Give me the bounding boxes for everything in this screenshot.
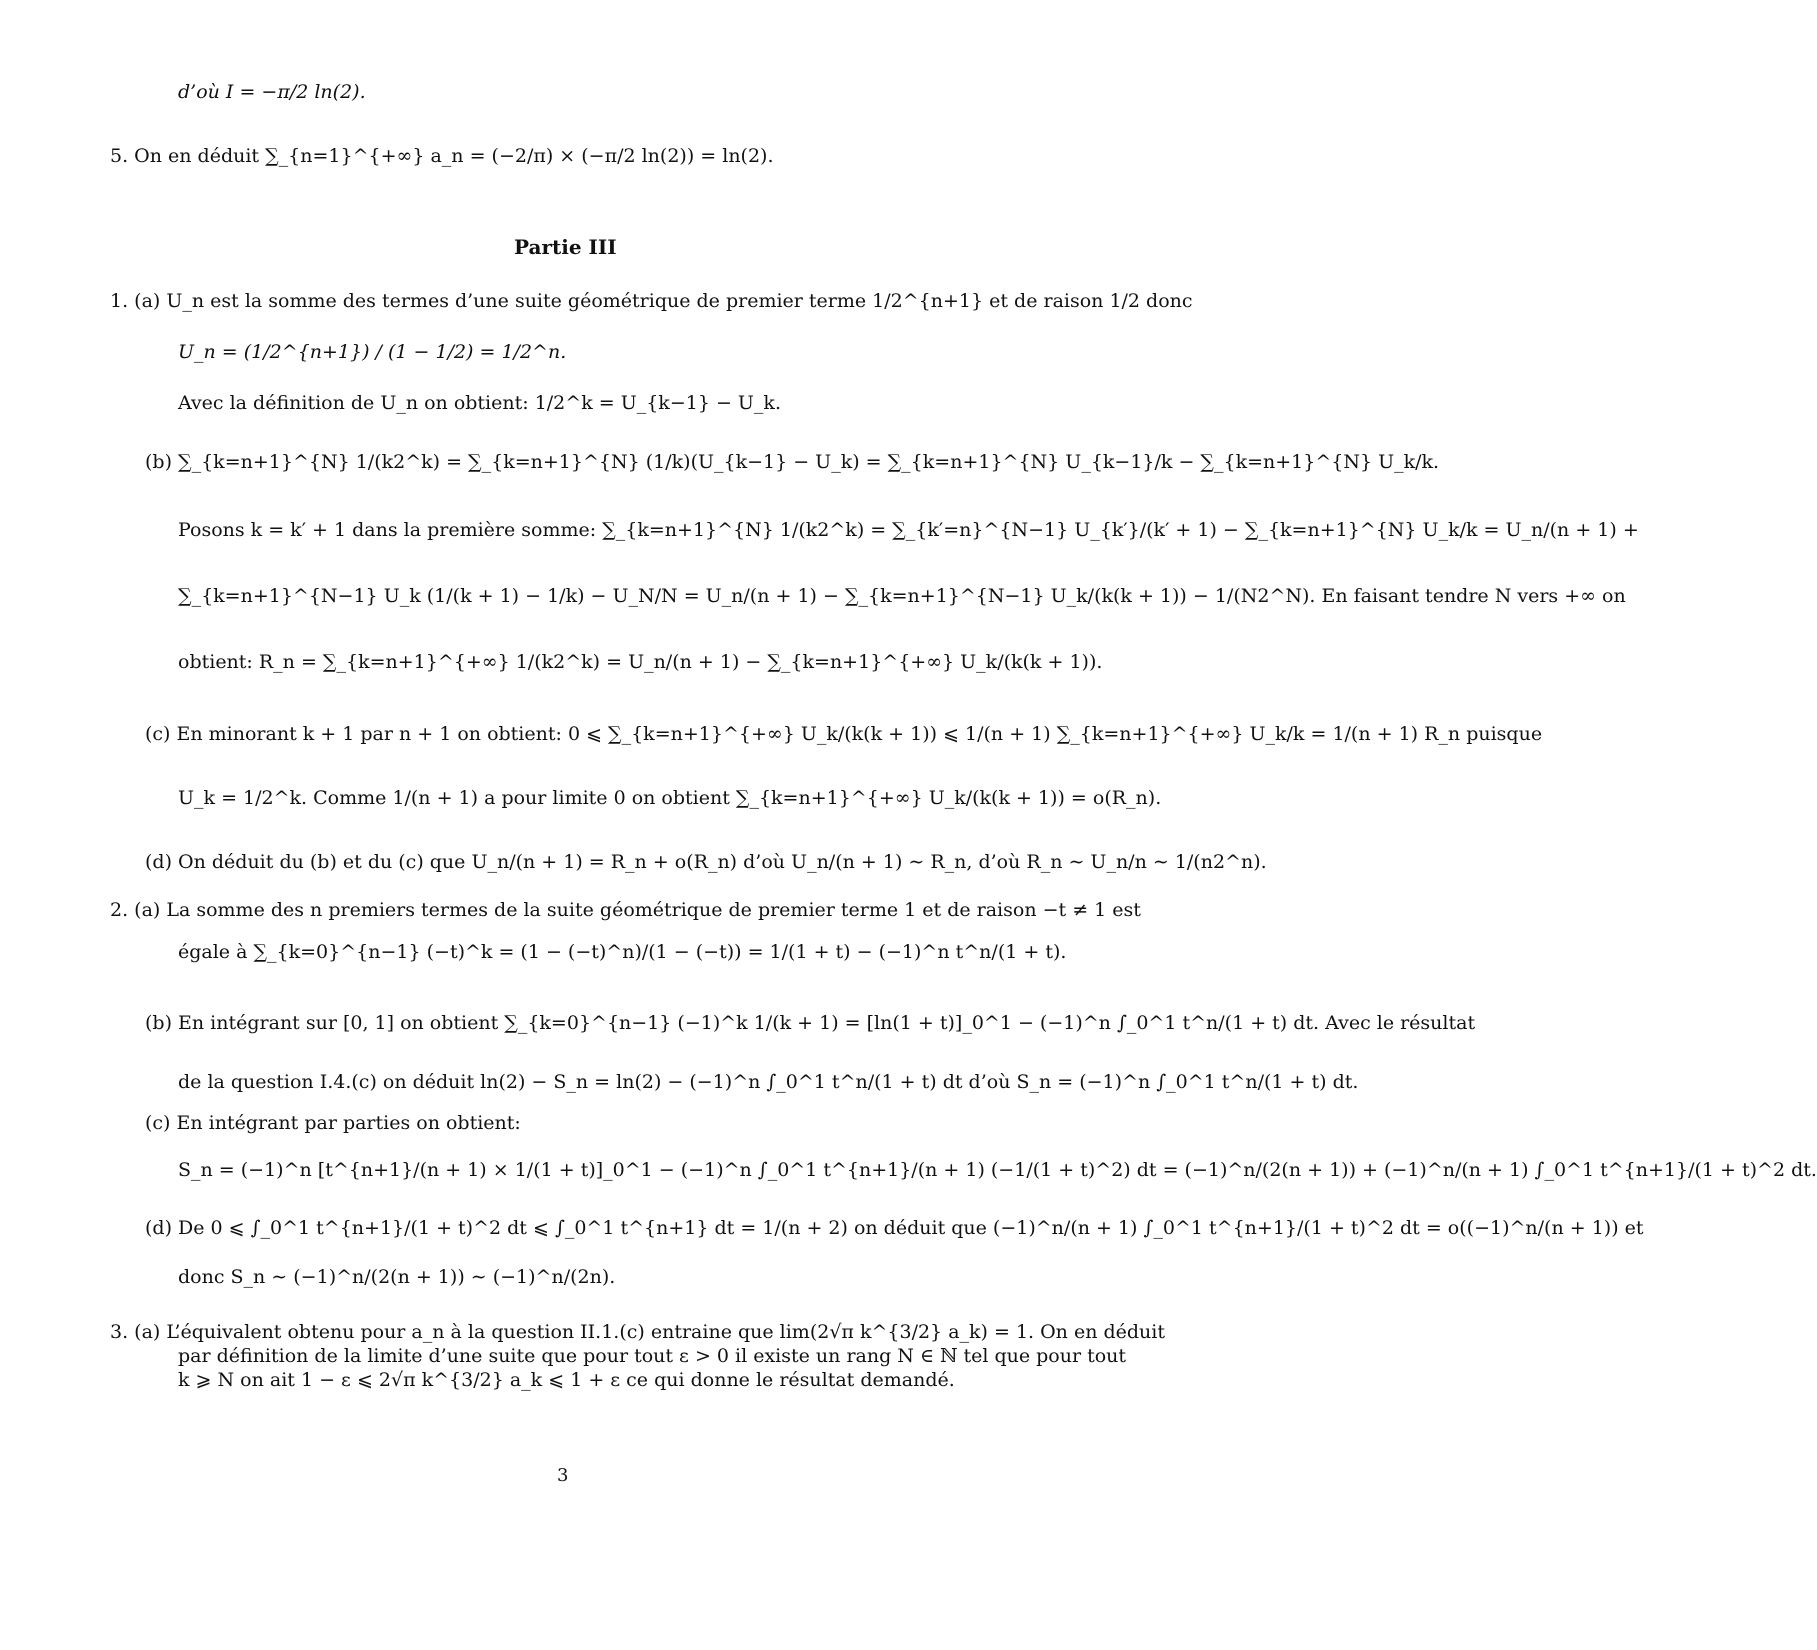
text-line: ∑_{k=n+1}^{N−1} U_k (1/(k + 1) − 1/k) − U_N/N = U_n/(n + 1) − ∑_{k=n+1}^{N−1} U_k/(k(k + 1)) − 1/(N2^N). En faisant tendre N vers +∞ on <box>178 585 1626 607</box>
text-line: de la question I.4.(c) on déduit ln(2) − S_n = ln(2) − (−1)^n ∫_0^1 t^n/(1 + t) dt d’où S_n = (−1)^n ∫_0^1 t^n/(1 + t) dt. <box>178 1071 1359 1093</box>
text-line: (d) On déduit du (b) et du (c) que U_n/(n + 1) = R_n + o(R_n) d’où U_n/(n + 1) ∼ R_n, d’où R_n ∼ U_n/n ∼ 1/(n2^n). <box>145 851 1267 873</box>
text-line: obtient: R_n = ∑_{k=n+1}^{+∞} 1/(k2^k) = U_n/(n + 1) − ∑_{k=n+1}^{+∞} U_k/(k(k + 1)). <box>178 651 1103 673</box>
text-line: Posons k = k′ + 1 dans la première somme: ∑_{k=n+1}^{N} 1/(k2^k) = ∑_{k′=n}^{N−1} U_{k′}/(k′ + 1) − ∑_{k=n+1}^{N} U_k/k = U_n/(n + 1) + <box>178 519 1639 541</box>
section-title: Partie III <box>514 235 617 259</box>
text-line: 3. (a) L’équivalent obtenu pour a_n à la question II.1.(c) entraine que lim(2√π k^{3/2} a_k) = 1. On en déduit <box>110 1321 1166 1343</box>
text-line: (c) En minorant k + 1 par n + 1 on obtient: 0 ⩽ ∑_{k=n+1}^{+∞} U_k/(k(k + 1)) ⩽ 1/(n + 1) ∑_{k=n+1}^{+∞} U_k/k = 1/(n + 1) R_n puisque <box>145 723 1543 745</box>
text-line: par définition de la limite d’une suite que pour tout ε > 0 il existe un rang N ∈ ℕ tel que pour tout <box>178 1345 1127 1367</box>
text-line: 1. (a) U_n est la somme des termes d’une suite géométrique de premier terme 1/2^{n+1} et de raison 1/2 donc <box>110 290 1193 312</box>
text-line: k ⩾ N on ait 1 − ε ⩽ 2√π k^{3/2} a_k ⩽ 1 + ε ce qui donne le résultat demandé. <box>178 1369 955 1391</box>
text-line: (d) De 0 ⩽ ∫_0^1 t^{n+1}/(1 + t)^2 dt ⩽ ∫_0^1 t^{n+1} dt = 1/(n + 2) on déduit que (−1)^n/(n + 1) ∫_0^1 t^{n+1}/(1 + t)^2 dt = o((−1)^n/(n + 1)) et <box>145 1217 1644 1239</box>
page-number: 3 <box>557 1465 569 1486</box>
text-line: égale à ∑_{k=0}^{n−1} (−t)^k = (1 − (−t)^n)/(1 − (−t)) = 1/(1 + t) − (−1)^n t^n/(1 + t). <box>178 941 1067 963</box>
text-line: (b) En intégrant sur [0, 1] on obtient ∑_{k=0}^{n−1} (−1)^k 1/(k + 1) = [ln(1 + t)]_0^1 − (−1)^n ∫_0^1 t^n/(1 + t) dt. Avec le résultat <box>145 1012 1476 1034</box>
text-line: U_n = (1/2^{n+1}) / (1 − 1/2) = 1/2^n. <box>178 341 567 363</box>
text-line: d’où I = −π/2 ln(2). <box>178 81 366 103</box>
text-line: (c) En intégrant par parties on obtient: <box>145 1112 521 1134</box>
text-line: Avec la définition de U_n on obtient: 1/2^k = U_{k−1} − U_k. <box>178 392 781 414</box>
text-line: S_n = (−1)^n [t^{n+1}/(n + 1) × 1/(1 + t)]_0^1 − (−1)^n ∫_0^1 t^{n+1}/(n + 1) (−1/(1 + t)^2) dt = (−1)^n/(2(n + 1)) + (−1)^n/(n + 1) ∫_0^1 t^{n+1}/(1 + t)^2 dt. <box>178 1159 1817 1181</box>
text-line: U_k = 1/2^k. Comme 1/(n + 1) a pour limite 0 on obtient ∑_{k=n+1}^{+∞} U_k/(k(k + 1)) = o(R_n). <box>178 787 1162 809</box>
text-line: 5. On en déduit ∑_{n=1}^{+∞} a_n = (−2/π) × (−π/2 ln(2)) = ln(2). <box>110 145 774 167</box>
text-line: (b) ∑_{k=n+1}^{N} 1/(k2^k) = ∑_{k=n+1}^{N} (1/k)(U_{k−1} − U_k) = ∑_{k=n+1}^{N} U_{k−1}/k − ∑_{k=n+1}^{N} U_k/k. <box>145 451 1440 473</box>
text-line: 2. (a) La somme des n premiers termes de la suite géométrique de premier terme 1 et de raison −t ≠ 1 est <box>110 899 1141 921</box>
text-line: donc S_n ∼ (−1)^n/(2(n + 1)) ∼ (−1)^n/(2n). <box>178 1266 616 1288</box>
